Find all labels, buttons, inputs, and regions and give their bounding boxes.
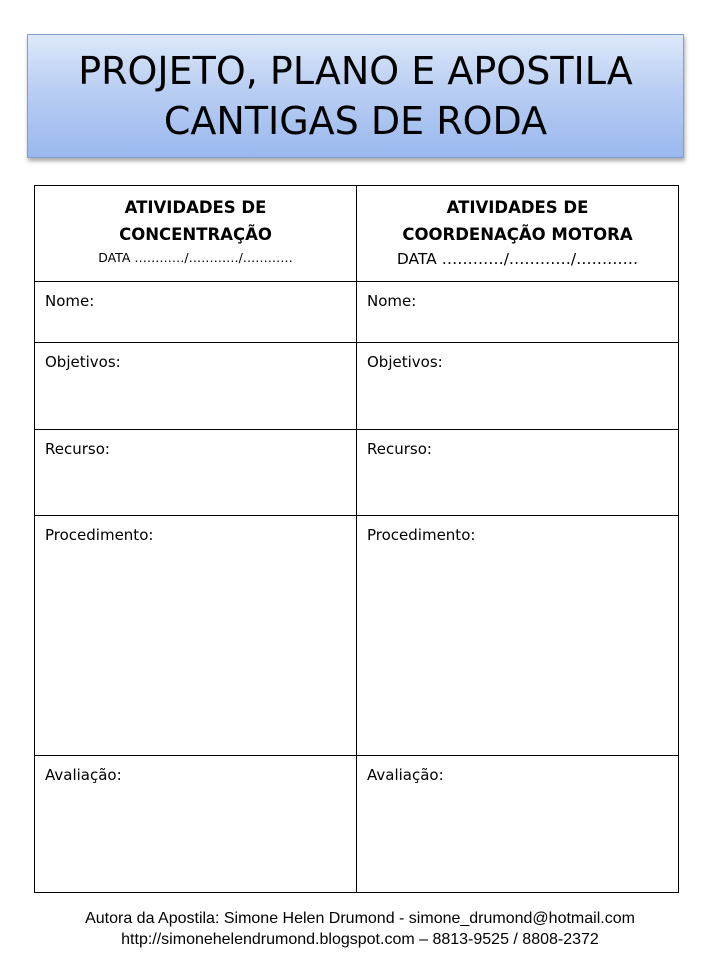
field-label-avaliacao: Avaliação:	[367, 766, 444, 784]
header-cell-coordenacao-motora	[357, 186, 679, 282]
field-cell-objetivos-left[interactable]	[35, 343, 357, 430]
field-cell-nome-right[interactable]	[357, 282, 679, 343]
table-row-recurso	[35, 430, 679, 516]
footer-author-line: Autora da Apostila: Simone Helen Drumond - simone_drumond@hotmail.com	[85, 910, 635, 927]
header-cell-concentracao	[35, 186, 357, 282]
field-cell-objetivos-right[interactable]	[357, 343, 679, 430]
title-banner	[27, 34, 684, 158]
activity-form-table	[34, 185, 679, 893]
table-header-row	[35, 186, 679, 282]
field-cell-procedimento-left[interactable]	[35, 516, 357, 756]
footer	[0, 908, 720, 950]
field-cell-nome-left[interactable]	[35, 282, 357, 343]
field-label-objetivos: Objetivos:	[367, 353, 443, 371]
field-cell-recurso-left[interactable]	[35, 430, 357, 516]
field-cell-procedimento-right[interactable]	[357, 516, 679, 756]
field-label-nome: Nome:	[45, 292, 95, 310]
field-label-recurso: Recurso:	[367, 440, 432, 458]
field-label-nome: Nome:	[367, 292, 417, 310]
date-field[interactable]: DATA …………/…………/…………	[98, 250, 293, 265]
field-label-objetivos: Objetivos:	[45, 353, 121, 371]
field-label-procedimento: Procedimento:	[367, 526, 476, 544]
field-label-procedimento: Procedimento:	[45, 526, 154, 544]
heading-line-2: COORDENAÇÃO MOTORA	[402, 225, 633, 244]
heading-line-1: ATIVIDADES DE	[124, 198, 267, 217]
table-row-procedimento	[35, 516, 679, 756]
footer-contact-line: http://simonehelendrumond.blogspot.com – 8813-9525 / 8808-2372	[121, 931, 599, 948]
date-field[interactable]: DATA …………/…………/…………	[396, 250, 639, 268]
table-row-objetivos	[35, 343, 679, 430]
heading-line-1: ATIVIDADES DE	[446, 198, 589, 217]
field-cell-recurso-right[interactable]	[357, 430, 679, 516]
heading-line-2: CONCENTRAÇÃO	[119, 225, 272, 244]
field-cell-avaliacao-left[interactable]	[35, 756, 357, 893]
field-label-avaliacao: Avaliação:	[45, 766, 122, 784]
title-line-1: PROJETO, PLANO E APOSTILA	[78, 49, 633, 93]
field-label-recurso: Recurso:	[45, 440, 110, 458]
field-cell-avaliacao-right[interactable]	[357, 756, 679, 893]
title-line-2: CANTIGAS DE RODA	[163, 99, 548, 143]
table-row-nome	[35, 282, 679, 343]
table-row-avaliacao	[35, 756, 679, 893]
